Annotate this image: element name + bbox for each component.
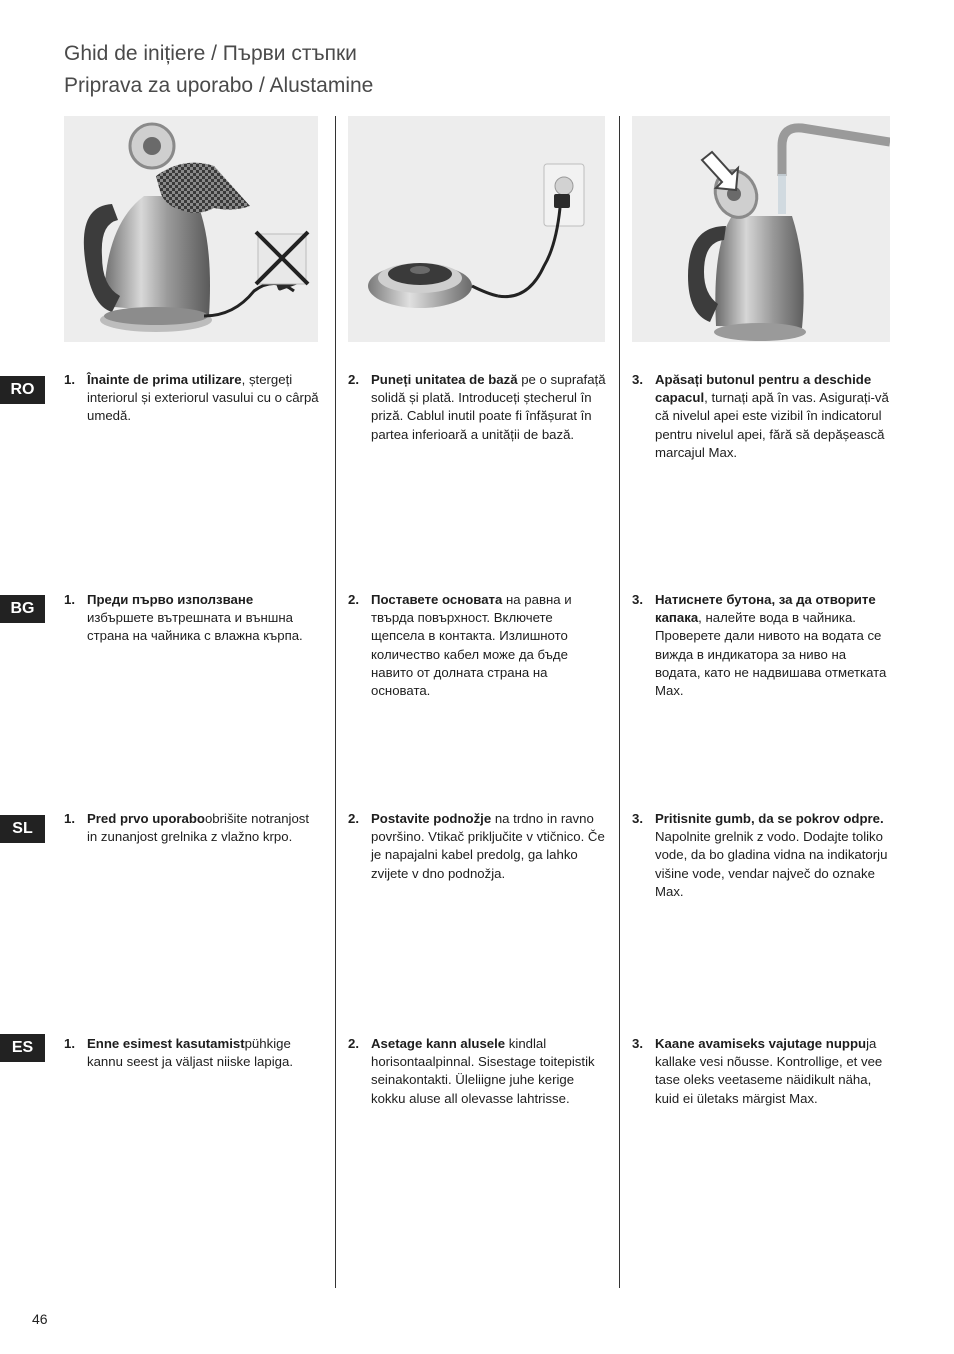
step-bg-1 — [64, 591, 320, 646]
step-bg-2 — [348, 591, 608, 700]
language-tab-ro: RO — [0, 376, 45, 404]
step-ro-2 — [348, 371, 608, 444]
step-heading: Înainte de prima utilizare — [87, 372, 242, 387]
step-ro-1 — [64, 371, 320, 426]
step-body: pe o suprafață solidă și plată. Introduceți ștecherul în priză. Cablul inutil poate fi înfășurat în partea inferioară a unității de bază. — [371, 372, 606, 442]
page-title-line-1: Ghid de inițiere / Първи стъпки — [64, 42, 357, 65]
step-sl-1 — [64, 810, 320, 846]
step-sl-2 — [348, 810, 610, 883]
step-sl-3 — [632, 810, 896, 901]
step-body: pühkige kannu seest ja väljast niiske lapiga. — [87, 1036, 293, 1070]
step-es-3 — [632, 1035, 894, 1108]
step-heading: Натиснете бутона, за да отворите капака — [655, 592, 876, 626]
step-body: на равна и твърда повърхност. Включете щепсела в контакта. Излишното количество кабел може да бъде навито от долната страна на основата. — [371, 592, 572, 699]
step-number: 3. — [632, 811, 643, 826]
step-heading: Postavite podnožje — [371, 811, 492, 826]
step-bg-3 — [632, 591, 894, 700]
step-number: 2. — [348, 372, 359, 387]
illustration-fill-kettle — [632, 116, 890, 342]
step-es-2 — [348, 1035, 608, 1108]
step-number: 1. — [64, 1036, 75, 1051]
language-tab-es: ES — [0, 1034, 45, 1062]
step-body: избършете вътрешната и външна страна на чайника с влажна кърпа. — [87, 610, 303, 644]
page-number: 46 — [32, 1311, 48, 1327]
step-heading: Pred prvo uporabo — [87, 811, 205, 826]
column-divider-2 — [619, 116, 620, 1288]
column-divider-1 — [335, 116, 336, 1288]
step-heading: Преди първо използване — [87, 592, 254, 607]
step-heading: Kaane avamiseks vajutage nuppu — [655, 1036, 867, 1051]
step-heading: Pritisnite gumb, da se pokrov odpre. — [655, 811, 884, 826]
step-body: kindlal horisontaalpinnal. Sisestage toitepistik seinakontakti. Üleliigne juhe kerige kokku aluse all olevasse lahtrisse. — [371, 1036, 595, 1106]
step-body: , ștergeți interiorul și exteriorul vasului cu o cârpă umedă. — [87, 372, 319, 424]
step-number: 1. — [64, 372, 75, 387]
step-number: 2. — [348, 1036, 359, 1051]
step-ro-3 — [632, 371, 894, 462]
step-number: 1. — [64, 811, 75, 826]
step-number: 3. — [632, 372, 643, 387]
illustration-base-unit — [348, 116, 605, 342]
illustration-wipe-kettle — [64, 116, 318, 342]
step-body: , налейте вода в чайника. Проверете дали нивото на водата се вижда в индикатора за ниво на водата, като не надвишава отметката Max. — [655, 610, 887, 699]
step-heading: Apăsați butonul pentru a deschide capacul — [655, 372, 872, 406]
step-body: obrišite notranjost in zunanjost grelnika z vlažno krpo. — [87, 811, 310, 845]
step-body: , turnați apă în vas. Asigurați-vă că nivelul apei este vizibil în indicatorul pentru nivelul apei, fără să depășească marcajul Max. — [655, 390, 889, 460]
step-heading: Asetage kann alusele — [371, 1036, 506, 1051]
step-body: Napolnite grelnik z vodo. Dodajte toliko vode, da bo gladina vidna na indikatorju višine vode, vendar največ do oznake Max. — [655, 829, 888, 899]
step-number: 3. — [632, 1036, 643, 1051]
step-number: 3. — [632, 592, 643, 607]
step-number: 2. — [348, 811, 359, 826]
step-heading: Enne esimest kasutamist — [87, 1036, 245, 1051]
step-heading: Puneți unitatea de bază — [371, 372, 518, 387]
step-number: 1. — [64, 592, 75, 607]
page-title-line-2: Priprava za uporabo / Alustamine — [64, 74, 374, 97]
language-tab-bg: BG — [0, 595, 45, 623]
step-number: 2. — [348, 592, 359, 607]
step-es-1 — [64, 1035, 320, 1071]
step-body: ja kallake vesi nõusse. Kontrollige, et vee tase oleks veetaseme näidikult näha, kuid ei ületaks märgist Max. — [655, 1036, 883, 1106]
step-heading: Поставете основата — [371, 592, 503, 607]
step-body: na trdno in ravno površino. Vtikač priključite v vtičnico. Če je napajalni kabel predolg, ga lahko zvijete v dno podnožja. — [371, 811, 605, 881]
language-tab-sl: SL — [0, 815, 45, 843]
